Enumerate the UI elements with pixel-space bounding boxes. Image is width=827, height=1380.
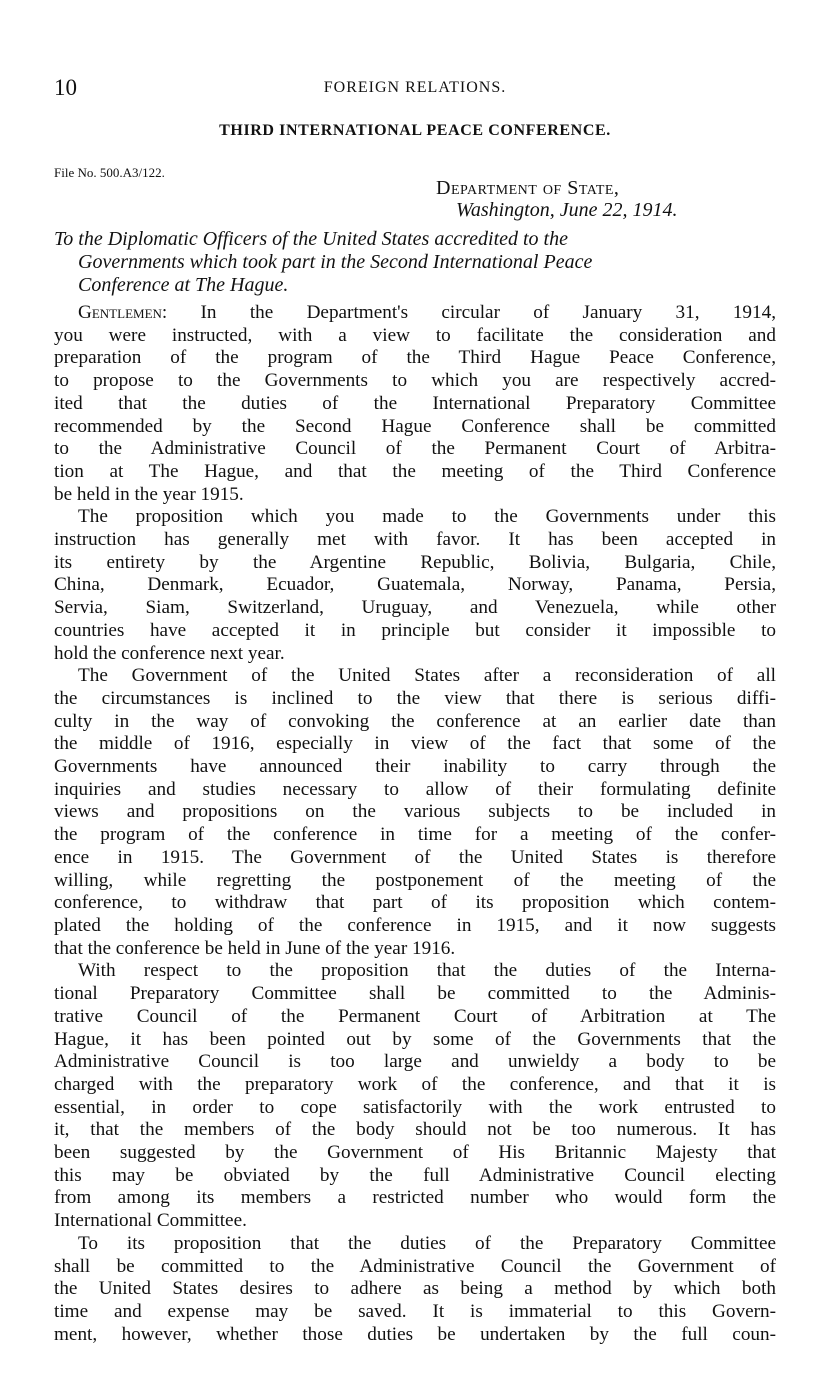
page-header bbox=[54, 74, 776, 104]
text-line: charged with the preparatory work of the conference, and that it is bbox=[54, 1073, 776, 1095]
text-line: conference, to withdraw that part of its proposition which contem- bbox=[54, 892, 776, 914]
file-number: File No. 500.A3/122. bbox=[54, 165, 165, 180]
dateline bbox=[436, 177, 677, 221]
text-line: it, that the members of the body should not be too numerous. It has bbox=[54, 1119, 776, 1141]
text-line: hold the conference next year. bbox=[54, 642, 285, 664]
text-line: ment, however, whether those duties be undertaken by the full coun- bbox=[54, 1323, 776, 1345]
text-line: be held in the year 1915. bbox=[54, 483, 244, 505]
paragraph bbox=[54, 960, 776, 1232]
text-line: culty in the way of convoking the conference at an earlier date than bbox=[54, 710, 776, 732]
text-line bbox=[54, 302, 776, 325]
text-line: essential, in order to cope satisfactorily with the work entrusted to bbox=[54, 1096, 776, 1118]
text-line: preparation of the program of the Third Hague Peace Conference, bbox=[54, 347, 776, 369]
text-line: from among its members a restricted number who would form the bbox=[54, 1187, 776, 1209]
text-line: shall be committed to the Administrative Council the Government of bbox=[54, 1255, 776, 1277]
text-line: trative Council of the Permanent Court of Arbitration at The bbox=[54, 1005, 776, 1027]
text-line: With respect to the proposition that the duties of the Interna- bbox=[78, 960, 776, 982]
address-line: To the Diplomatic Officers of the United States accredited to the bbox=[54, 228, 568, 250]
text-line: International Committee. bbox=[54, 1210, 247, 1232]
text-line: To its proposition that the duties of the Preparatory Committee bbox=[78, 1232, 776, 1254]
text-line: ence in 1915. The Government of the United States is therefore bbox=[54, 846, 776, 868]
text-line: time and expense may be saved. It is immaterial to this Govern- bbox=[54, 1300, 776, 1322]
text-line: the program of the conference in time for a meeting of the confer- bbox=[54, 824, 776, 846]
text-line: to propose to the Governments to which you are respectively accred- bbox=[54, 370, 776, 392]
text-line: tion at The Hague, and that the meeting of the Third Conference bbox=[54, 460, 776, 482]
address-line: Governments which took part in the Second International Peace bbox=[78, 251, 593, 273]
paragraph bbox=[54, 1233, 776, 1347]
text-line: views and propositions on the various subjects to be included in bbox=[54, 801, 776, 823]
text-line: China, Denmark, Ecuador, Guatemala, Norway, Panama, Persia, bbox=[54, 574, 776, 596]
place-and-date: Washington, June 22, 1914. bbox=[456, 199, 678, 221]
text-line: ited that the duties of the International Preparatory Committee bbox=[54, 392, 776, 414]
text-line: Governments have announced their inability to carry through the bbox=[54, 756, 776, 778]
paragraph bbox=[54, 302, 776, 506]
text-line: the circumstances is inclined to the view that there is serious diffi- bbox=[54, 687, 776, 709]
section-title: THIRD INTERNATIONAL PEACE CONFERENCE. bbox=[219, 122, 611, 139]
text-line: the middle of 1916, especially in view of the fact that some of the bbox=[54, 733, 776, 755]
text-line: instruction has generally met with favor. It has been accepted in bbox=[54, 529, 776, 551]
text-line: its entirety by the Argentine Republic, Bolivia, Bulgaria, Chile, bbox=[54, 551, 776, 573]
text-line: to the Administrative Council of the Permanent Court of Arbitra- bbox=[54, 438, 776, 460]
running-head: FOREIGN RELATIONS. bbox=[323, 79, 507, 96]
text-line: inquiries and studies necessary to allow of their formulating definite bbox=[54, 778, 776, 800]
text-line: that the conference be held in June of the year 1916. bbox=[54, 937, 456, 959]
text-line: countries have accepted it in principle but consider it impossible to bbox=[54, 619, 776, 641]
text-line: Administrative Council is too large and unwieldy a body to be bbox=[54, 1051, 776, 1073]
text-line: tional Preparatory Committee shall be committed to the Adminis- bbox=[54, 983, 776, 1005]
paragraph bbox=[54, 665, 776, 960]
text-line-rest: In the Department's circular of January 31, 1914, bbox=[167, 302, 776, 323]
text-line: The proposition which you made to the Governments under this bbox=[78, 506, 776, 528]
text-line: this may be obviated by the full Administrative Council electing bbox=[54, 1164, 776, 1186]
text-line: the United States desires to adhere as being a method by which both bbox=[54, 1278, 776, 1300]
page-number: 10 bbox=[54, 75, 77, 100]
text-line: you were instructed, with a view to facilitate the consideration and bbox=[54, 324, 776, 346]
paragraph bbox=[54, 506, 776, 665]
address-line: Conference at The Hague. bbox=[78, 274, 289, 296]
address-block bbox=[54, 228, 776, 297]
department-name: Department of State, bbox=[436, 177, 620, 199]
letter-body bbox=[54, 302, 776, 1346]
text-line: Servia, Siam, Switzerland, Uruguay, and Venezuela, while other bbox=[54, 597, 776, 619]
text-line: been suggested by the Government of His Britannic Majesty that bbox=[54, 1142, 776, 1164]
text-line: plated the holding of the conference in 1915, and it now suggests bbox=[54, 914, 776, 936]
text-line: willing, while regretting the postponement of the meeting of the bbox=[54, 869, 776, 891]
salutation-word: Gentlemen: bbox=[78, 302, 168, 323]
text-line: Hague, it has been pointed out by some of the Governments that the bbox=[54, 1028, 776, 1050]
text-line: recommended by the Second Hague Conference shall be committed bbox=[54, 415, 776, 437]
text-line: The Government of the United States after a reconsideration of all bbox=[78, 665, 776, 687]
